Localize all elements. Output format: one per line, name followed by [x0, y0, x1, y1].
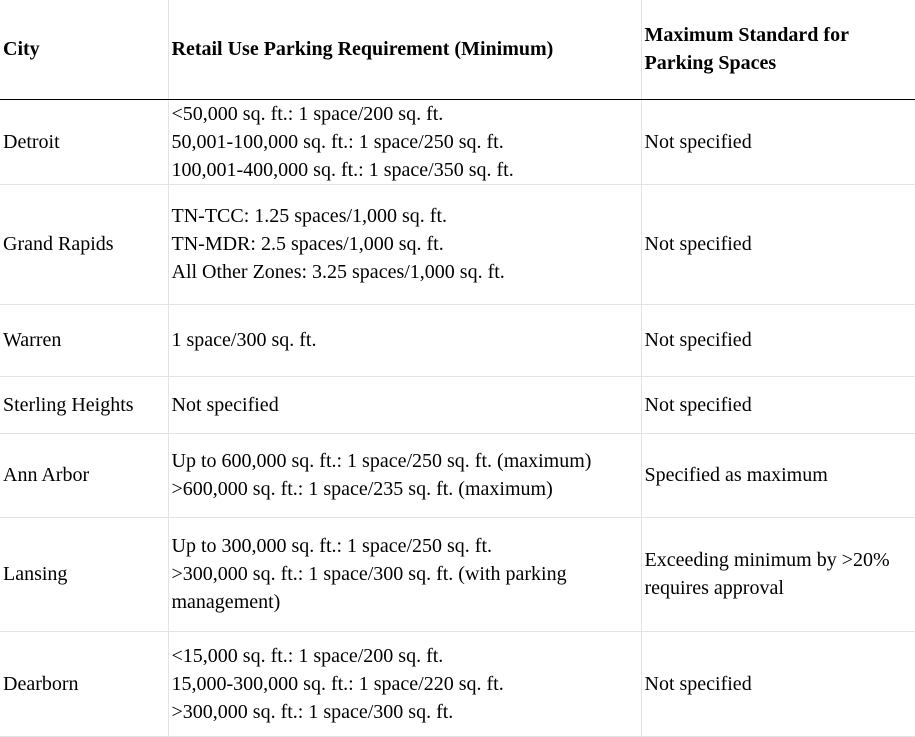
maximum-cell: Not specified	[641, 376, 915, 433]
maximum-cell: Not specified	[641, 99, 915, 184]
minimum-cell	[168, 631, 641, 736]
maximum-cell: Exceeding minimum by >20% requires approval	[641, 517, 915, 631]
minimum-line: 50,001-100,000 sq. ft.: 1 space/250 sq. ft.	[171, 130, 504, 153]
table-header-row	[0, 0, 915, 99]
minimum-line: Up to 600,000 sq. ft.: 1 space/250 sq. ft. (maximum)	[171, 450, 592, 472]
minimum-line: 1 space/300 sq. ft.	[171, 329, 317, 351]
table-row	[0, 433, 915, 517]
minimum-cell	[168, 99, 641, 184]
city-cell: Ann Arbor	[0, 433, 168, 517]
header-maximum: Maximum Standard for Parking Spaces	[641, 0, 915, 99]
minimum-line: >300,000 sq. ft.: 1 space/300 sq. ft. (with parking management)	[171, 563, 567, 613]
table-row	[0, 304, 915, 376]
maximum-cell: Not specified	[641, 304, 915, 376]
city-cell: Dearborn	[0, 631, 168, 736]
header-minimum: Retail Use Parking Requirement (Minimum)	[168, 0, 641, 99]
city-cell: Warren	[0, 304, 168, 376]
minimum-cell	[168, 304, 641, 376]
minimum-line: Not specified	[171, 393, 279, 416]
minimum-line: TN-TCC: 1.25 spaces/1,000 sq. ft.	[171, 205, 448, 227]
table-row	[0, 631, 915, 736]
table-row	[0, 517, 915, 631]
minimum-line: 100,001-400,000 sq. ft.: 1 space/350 sq. ft.	[171, 158, 514, 181]
minimum-cell	[168, 433, 641, 517]
city-cell: Sterling Heights	[0, 376, 168, 433]
maximum-cell: Specified as maximum	[641, 433, 915, 517]
table-row	[0, 99, 915, 184]
minimum-line: <50,000 sq. ft.: 1 space/200 sq. ft.	[171, 102, 444, 125]
city-cell: Lansing	[0, 517, 168, 631]
city-cell: Grand Rapids	[0, 184, 168, 304]
minimum-line: >300,000 sq. ft.: 1 space/300 sq. ft.	[171, 700, 454, 723]
maximum-cell: Not specified	[641, 631, 915, 736]
minimum-line: TN-MDR: 2.5 spaces/1,000 sq. ft.	[171, 233, 444, 255]
table-row	[0, 376, 915, 433]
table-row	[0, 184, 915, 304]
minimum-cell	[168, 376, 641, 433]
maximum-cell: Not specified	[641, 184, 915, 304]
minimum-line: Up to 300,000 sq. ft.: 1 space/250 sq. ft.	[171, 535, 493, 557]
minimum-cell	[168, 517, 641, 631]
city-cell: Detroit	[0, 99, 168, 184]
header-city: City	[0, 0, 168, 99]
minimum-line: All Other Zones: 3.25 spaces/1,000 sq. ft.	[171, 261, 505, 283]
minimum-cell	[168, 184, 641, 304]
minimum-line: >600,000 sq. ft.: 1 space/235 sq. ft. (maximum)	[171, 478, 553, 500]
minimum-line: 15,000-300,000 sq. ft.: 1 space/220 sq. ft.	[171, 672, 504, 695]
minimum-line: <15,000 sq. ft.: 1 space/200 sq. ft.	[171, 644, 444, 667]
